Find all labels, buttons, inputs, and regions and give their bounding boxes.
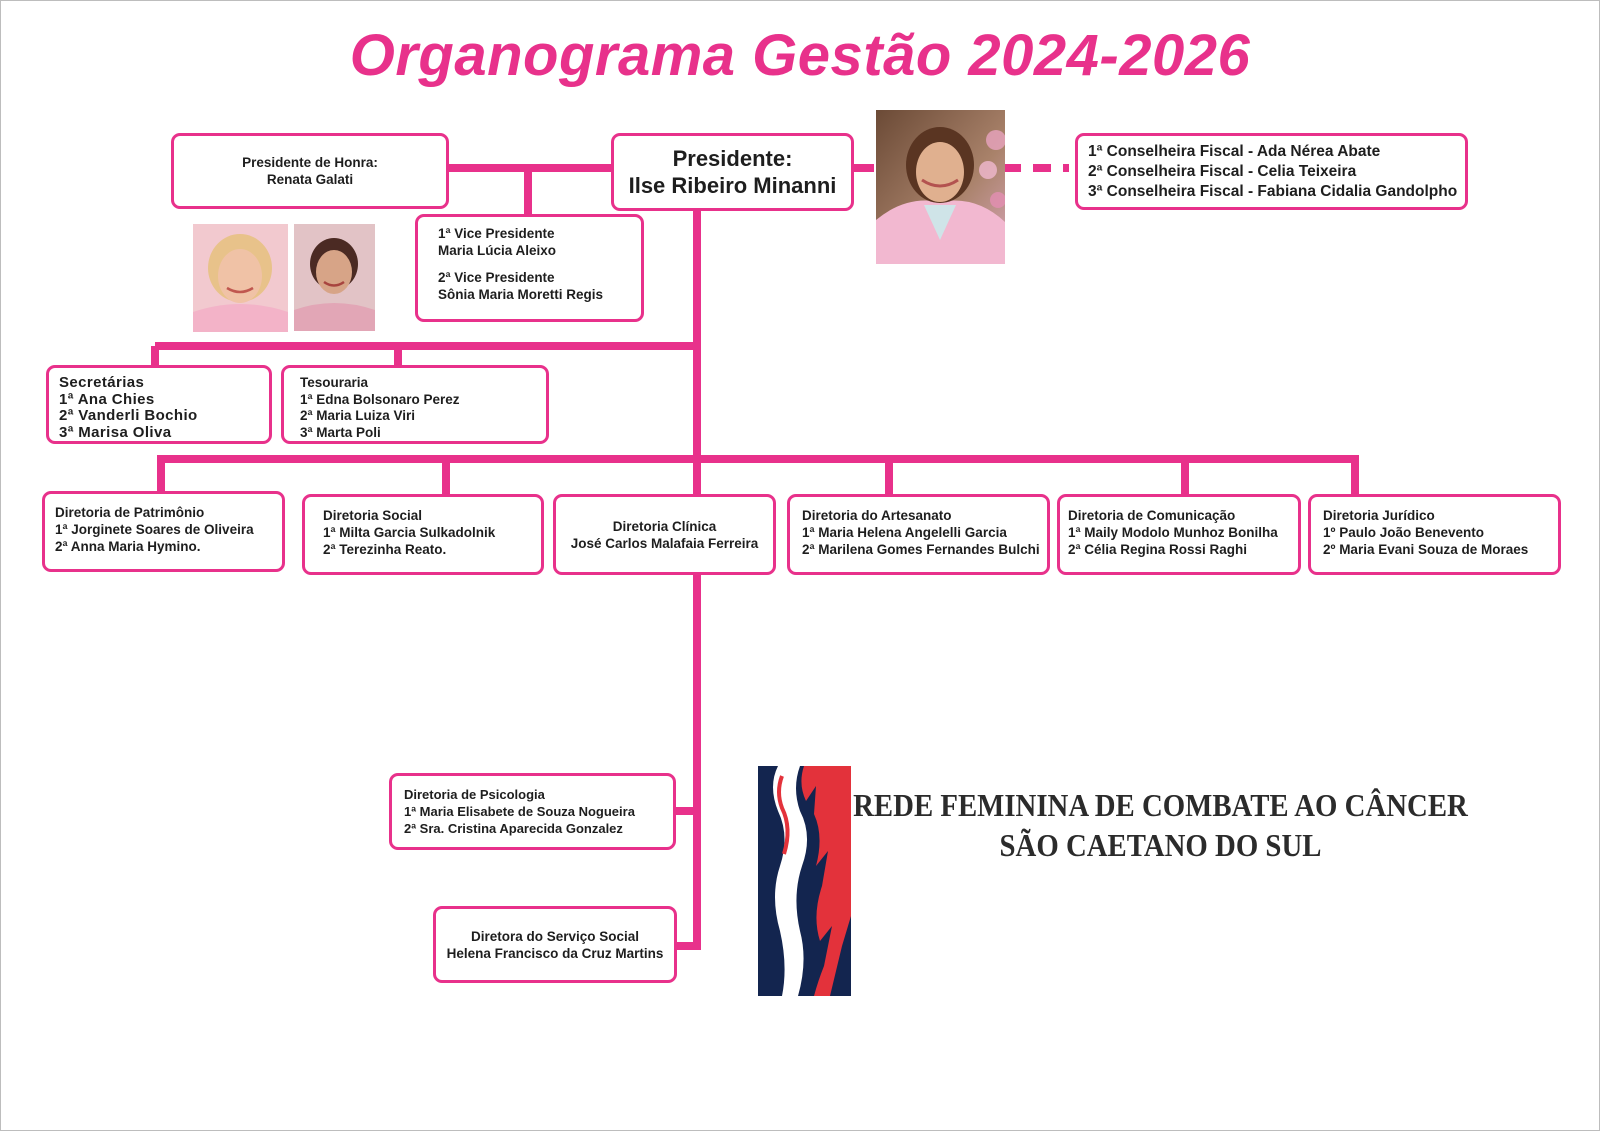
organization-name <box>850 785 1471 865</box>
vice-1-name: Maria Lúcia Aleixo <box>438 243 557 258</box>
person-name: Ilse Ribeiro Minanni <box>628 173 837 198</box>
rede-feminina-logo <box>758 766 851 1001</box>
member-2: 2ª Terezinha Reato. <box>323 542 447 557</box>
section-label: Diretoria Jurídico <box>1323 508 1435 523</box>
member-1: José Carlos Malafaia Ferreira <box>570 535 759 551</box>
box-tesouraria <box>281 365 549 444</box>
member-2: 2ª Célia Regina Rossi Raghi <box>1068 542 1248 557</box>
member-1: 1ª Maria Elisabete de Souza Nogueira <box>404 804 635 819</box>
member-2: 2ª Anna Maria Hymino. <box>55 539 201 554</box>
tesoureira-3: 3ª Marta Poli <box>300 424 381 440</box>
conselheira-3: 3ª Conselheira Fiscal - Fabiana Cidalia Gandolpho <box>1088 183 1458 200</box>
box-secretarias <box>46 365 272 444</box>
conselheira-2: 2ª Conselheira Fiscal - Celia Teixeira <box>1088 163 1357 180</box>
section-label: Diretoria de Comunicação <box>1068 508 1236 523</box>
honra-photo-2 <box>294 224 375 331</box>
section-label: Diretoria Clínica <box>612 518 717 534</box>
presidente-photo <box>876 110 1005 264</box>
box-conselho-fiscal <box>1075 133 1468 210</box>
organization-name-line2: SÃO CAETANO DO SUL <box>999 827 1322 863</box>
member-1: 1ª Maria Helena Angelelli Garcia <box>802 525 1007 540</box>
tesoureira-1: 1ª Edna Bolsonaro Perez <box>300 391 460 407</box>
organization-name-line1: REDE FEMININA DE COMBATE AO CÂNCER <box>853 787 1468 823</box>
member-1: 1ª Jorginete Soares de Oliveira <box>55 522 254 537</box>
section-label: Diretoria de Psicologia <box>404 787 545 802</box>
vice-1-role: 1ª Vice Presidente <box>438 226 555 241</box>
box-diretoria-artesanato <box>787 494 1050 575</box>
tesoureira-2: 2ª Maria Luiza Viri <box>300 408 416 423</box>
box-diretoria-psicologia <box>389 773 676 850</box>
box-presidente <box>611 133 854 211</box>
conselheira-1: 1ª Conselheira Fiscal - Ada Nérea Abate <box>1088 143 1381 160</box>
member-1: 1ª Milta Garcia Sulkadolnik <box>323 525 496 540</box>
secretaria-1: 1ª Ana Chies <box>59 390 155 408</box>
section-label: Tesouraria <box>300 375 369 390</box>
role-label: Presidente de Honra: <box>242 155 378 170</box>
box-diretoria-clinica <box>553 494 776 575</box>
box-vice-presidentes <box>415 214 644 322</box>
vice-2-name: Sônia Maria Moretti Regis <box>438 287 604 302</box>
box-diretoria-comunicacao <box>1057 494 1301 575</box>
member-1: 1ª Maily Modolo Munhoz Bonilha <box>1068 525 1278 540</box>
box-diretoria-patrimonio <box>42 491 285 572</box>
section-label: Diretoria Social <box>323 508 423 523</box>
box-servico-social <box>433 906 677 983</box>
person-name: Renata Galati <box>266 172 354 187</box>
box-diretoria-juridico <box>1308 494 1561 575</box>
member-2: 2ª Marilena Gomes Fernandes Bulchi <box>802 542 1040 557</box>
section-label: Diretora do Serviço Social <box>470 928 640 944</box>
member-2: 2ª Sra. Cristina Aparecida Gonzalez <box>404 821 623 836</box>
box-diretoria-social <box>302 494 544 575</box>
member-1: Helena Francisco da Cruz Martins <box>446 945 664 961</box>
vice-2-role: 2ª Vice Presidente <box>438 270 555 285</box>
secretaria-3: 3ª Marisa Oliva <box>59 423 172 441</box>
section-label: Diretoria de Patrimônio <box>55 505 205 520</box>
section-label: Diretoria do Artesanato <box>802 508 952 523</box>
secretaria-2: 2ª Vanderli Bochio <box>59 407 198 424</box>
honra-photo-1 <box>193 224 288 332</box>
member-1: 1º Paulo João Benevento <box>1323 525 1484 540</box>
page-title: Organograma Gestão 2024-2026 <box>349 23 1251 88</box>
role-label: Presidente: <box>672 146 793 171</box>
section-label: Secretárias <box>59 374 145 391</box>
box-presidente-honra <box>171 133 449 209</box>
member-2: 2º Maria Evani Souza de Moraes <box>1323 542 1529 557</box>
